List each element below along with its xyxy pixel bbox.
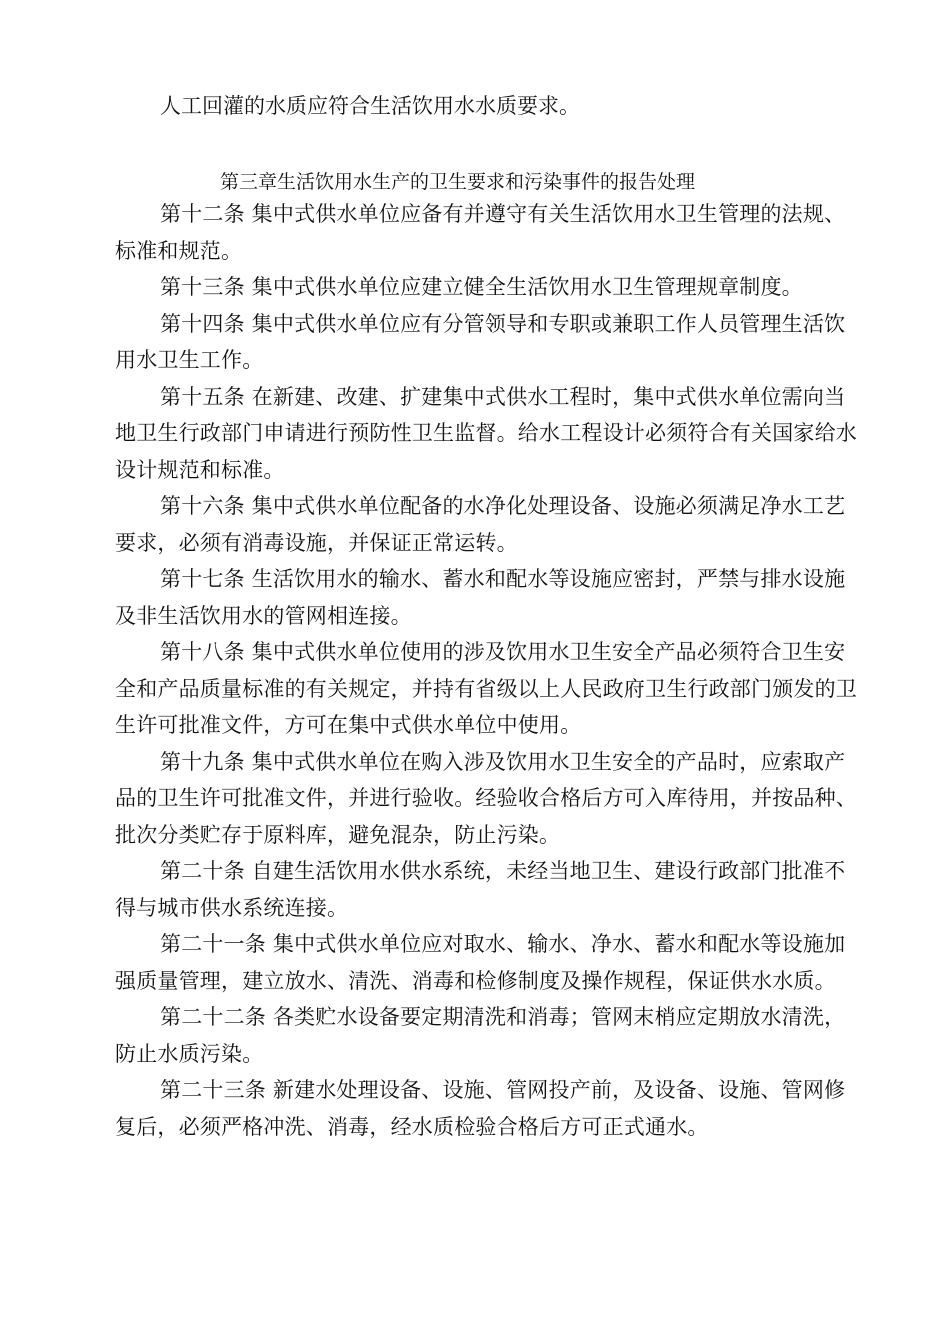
article-20: 第二十条 自建生活饮用水供水系统，未经当地卫生、建设行政部门批准不得与城市供水系统连接。 [115,859,846,920]
article-14: 第十四条 集中式供水单位应有分管领导和专职或兼职工作人员管理生活饮用水卫生工作。 [115,311,846,372]
article-19: 第十九条 集中式供水单位在购入涉及饮用水卫生安全的产品时，应索取产品的卫生许可批准文件，并进行验收。经验收合格后方可入库待用，并按品种、批次分类贮存于原料库，避免混杂，防止污染。 [115,749,857,847]
article-15: 第十五条 在新建、改建、扩建集中式供水工程时，集中式供水单位需向当地卫生行政部门申请进行预防性卫生监督。给水工程设计必须符合有关国家给水设计规范和标准。 [115,384,857,482]
intro-paragraph: 人工回灌的水质应符合生活饮用水水质要求。 [160,94,580,118]
article-18: 第十八条 集中式供水单位使用的涉及饮用水卫生安全产品必须符合卫生安全和产品质量标准的有关规定，并持有省级以上人民政府卫生行政部门颁发的卫生许可批准文件，方可在集中式供水单位中使用。 [115,640,857,737]
article-22: 第二十二条 各类贮水设备要定期清洗和消毒；管网末梢应定期放水清洗，防止水质污染。 [115,1005,846,1066]
article-13: 第十三条 集中式供水单位应建立健全生活饮用水卫生管理规章制度。 [160,275,803,299]
article-list [115,196,860,1145]
article-16: 第十六条 集中式供水单位配备的水净化处理设备、设施必须满足净水工艺要求，必须有消毒设施，并保证正常运转。 [115,494,846,555]
article-17: 第十七条 生活饮用水的输水、蓄水和配水等设施应密封，严禁与排水设施及非生活饮用水的管网相连接。 [115,567,846,628]
article-21: 第二十一条 集中式供水单位应对取水、输水、净水、蓄水和配水等设施加强质量管理，建立放水、清洗、消毒和检修制度及操作规程，保证供水水质。 [115,932,846,993]
chapter-title: 第三章生活饮用水生产的卫生要求和污染事件的报告处理 [220,171,696,193]
article-23: 第二十三条 新建水处理设备、设施、管网投产前，及设备、设施、管网修复后，必须严格冲洗、消毒，经水质检验合格后方可正式通水。 [115,1078,846,1139]
article-12: 第十二条 集中式供水单位应备有并遵守有关生活饮用水卫生管理的法规、标准和规范。 [115,202,846,263]
